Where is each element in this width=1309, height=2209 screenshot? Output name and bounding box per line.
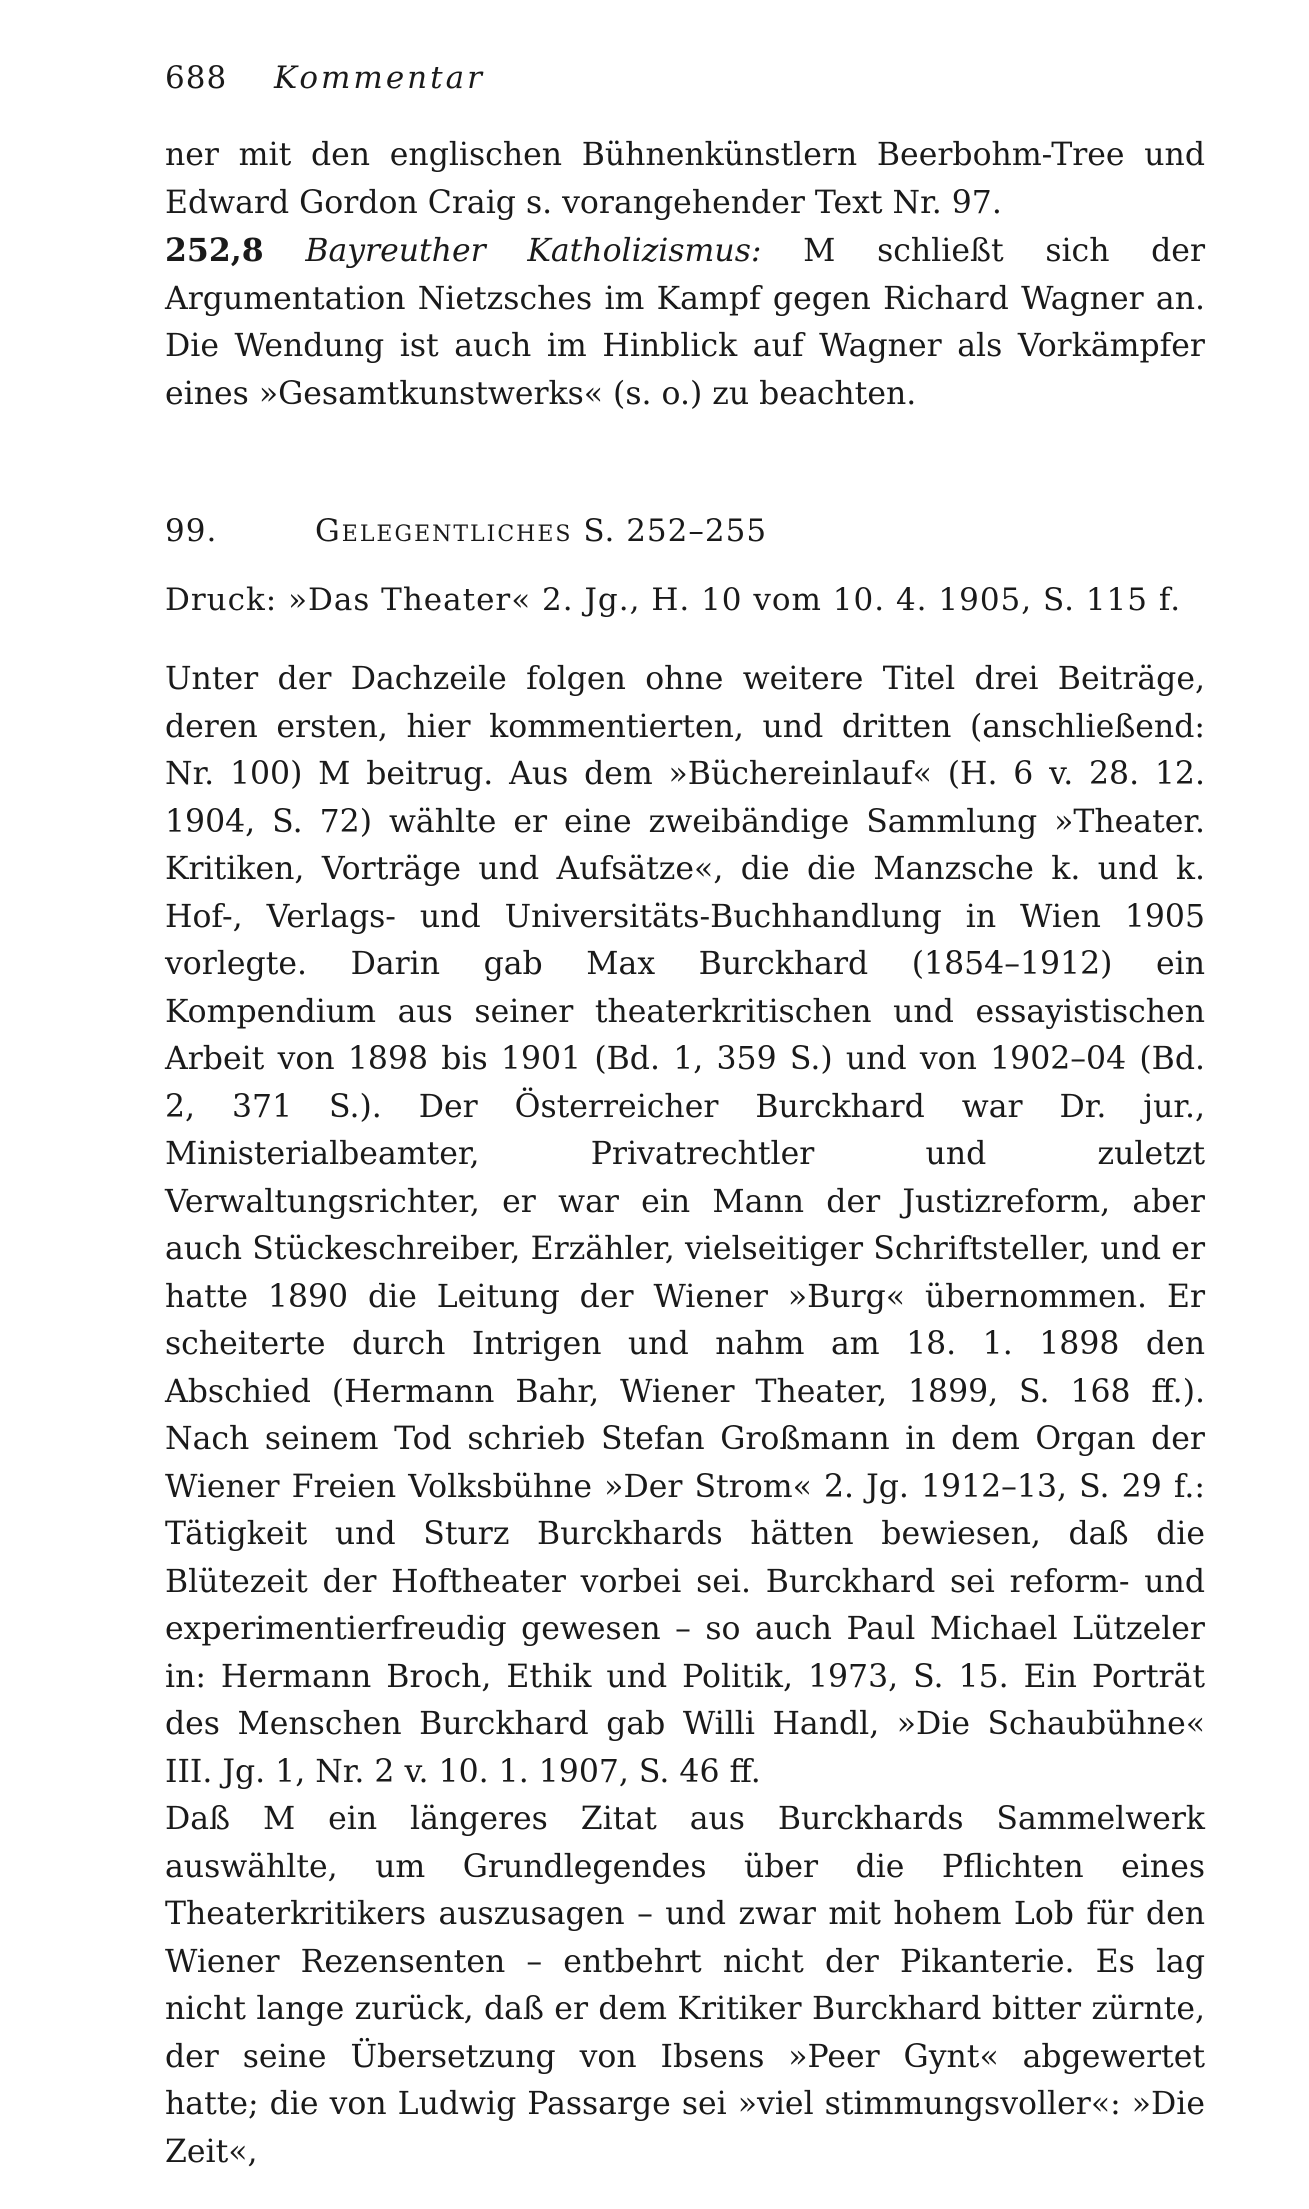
section-title: Gelegentliches	[315, 513, 573, 549]
page-number: 688	[165, 60, 228, 96]
note-ref: 252,8	[165, 232, 264, 269]
page	[165, 58, 1205, 2176]
paragraph-1: Unter der Dachzeile folgen ohne weitere Titel drei Beiträge, deren ersten, hier kommentierten, und dritten (anschließend: Nr. 100) M beitrug. Aus dem »Büchereinlauf« (H. 6 v. 28. 12. 1904, S. 72) wählte er eine zweibändige Sammlung »Theater. Kritiken, Vorträge und Aufsätze«, die die Manzsche k. und k. Hof-, Verlags- und Universitäts-Buchhandlung in Wien 1905 vorlegte. Darin gab Max Burckhard (1854–1912) ein Kompendium aus seiner theaterkritischen und essayistischen Arbeit von 1898 bis 1901 (Bd. 1, 359 S.) und von 1902–04 (Bd. 2, 371 S.). Der Österreicher Burckhard war Dr. jur., Ministerialbeamter, Privatrechtler und zuletzt Verwaltungsrichter, er war ein Mann der Justizreform, aber auch Stückeschreiber, Erzähler, vielseitiger Schriftsteller, und er hatte 1890 die Leitung der Wiener »Burg« übernommen. Er scheiterte durch Intrigen und nahm am 18. 1. 1898 den Abschied (Hermann Bahr, Wiener Theater, 1899, S. 168 ff.). Nach seinem Tod schrieb Stefan Großmann in dem Organ der Wiener Freien Volksbühne »Der Strom« 2. Jg. 1912–13, S. 29 f.: Tätigkeit und Sturz Burckhards hätten bewiesen, daß die Blütezeit der Hoftheater vorbei sei. Burckhard sei reform- und experimentierfreudig gewesen – so auch Paul Michael Lützeler in: Hermann Broch, Ethik und Politik, 1973, S. 15. Ein Porträt des Menschen Burckhard gab Willi Handl, »Die Schaubühne« III. Jg. 1, Nr. 2 v. 10. 1. 1907, S. 46 ff.	[165, 661, 1205, 1790]
body-text	[165, 656, 1205, 2176]
note-text: M schließt sich der Argumentation Nietzsches im Kampf gegen Richard Wagner an. Die Wendung ist auch im Hinblick auf Wagner als Vorkämpfer eines »Gesamtkunstwerks« (s. o.) zu beachten.	[165, 233, 1206, 412]
print-source: Druck: »Das Theater« 2. Jg., H. 10 vom 10. 4. 1905, S. 115 f.	[165, 582, 1182, 618]
section-number: 99.	[165, 513, 218, 549]
continuation-text: ner mit den englischen Bühnenkünstlern Beerbohm-Tree und Edward Gordon Craig s. vorangehender Text Nr. 97.	[165, 137, 1205, 221]
note-252-8	[165, 227, 1205, 418]
note-paragraph	[165, 227, 1205, 418]
running-header	[165, 58, 1205, 98]
section-pages: S. 252–255	[583, 513, 768, 549]
continuation-paragraph	[165, 132, 1205, 227]
running-title: Kommentar	[274, 60, 485, 96]
paragraph-2: Daß M ein längeres Zitat aus Burckhards Sammelwerk auswählte, um Grundlegendes über die Pflichten eines Theaterkritikers auszusagen – und zwar mit hohem Lob für den Wiener Rezensenten – entbehrt nicht der Pikanterie. Es lag nicht lange zurück, daß er dem Kritiker Burckhard bitter zürnte, der seine Übersetzung von Ibsens »Peer Gynt« abgewertet hatte; die von Ludwig Passarge sei »viel stimmungsvoller«: »Die Zeit«,	[165, 1801, 1205, 2170]
note-lemma: Bayreuther Katholizismus:	[305, 233, 762, 269]
section-heading	[165, 508, 1205, 555]
